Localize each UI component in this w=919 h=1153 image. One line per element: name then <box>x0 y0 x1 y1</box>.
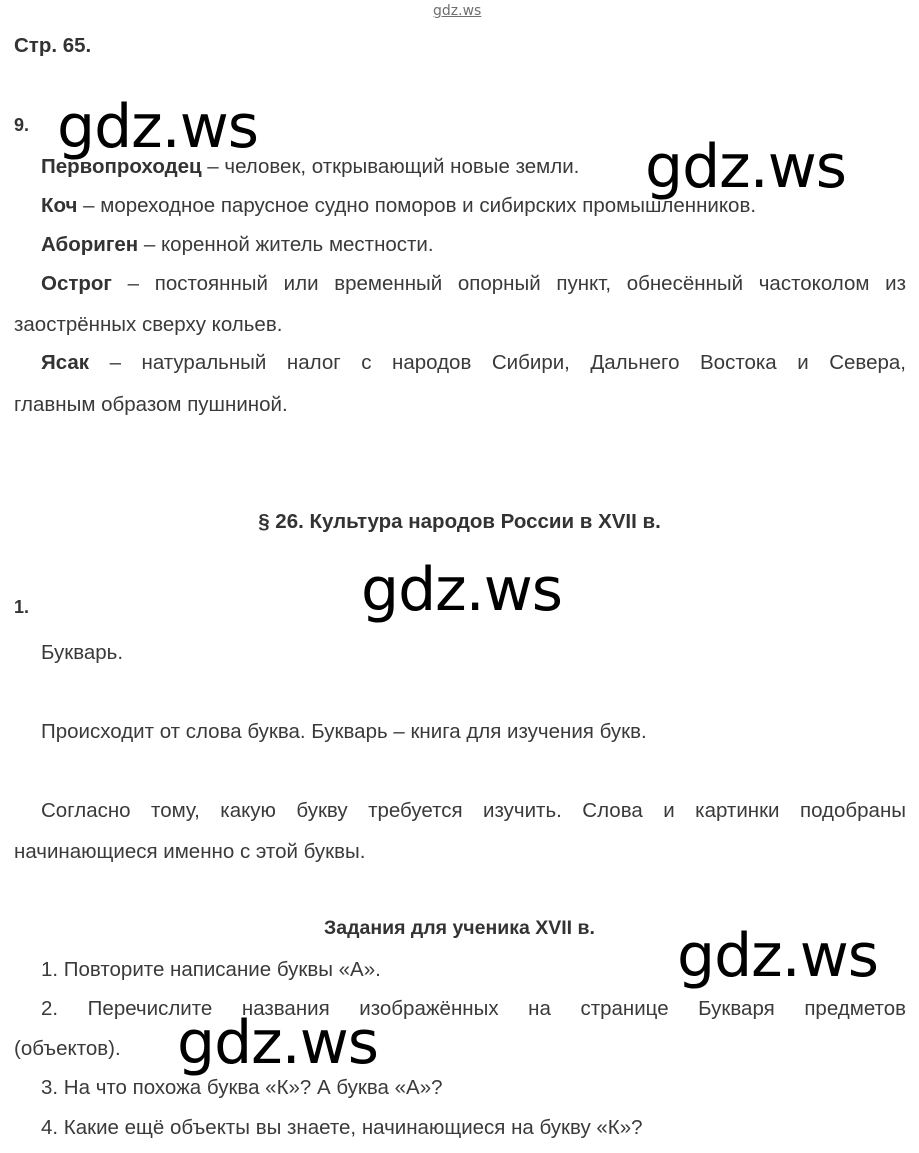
task-9-number: 9. <box>14 115 30 135</box>
term-ostrog-continuation: заострённых сверху кольев. <box>14 313 283 336</box>
term-yasak-continuation: главным образом пушниной. <box>14 393 288 416</box>
watermark-1: gdz.ws <box>57 92 259 162</box>
task-item-2-line2: (объектов). <box>14 1037 121 1060</box>
watermark-4: gdz.ws <box>677 921 879 991</box>
watermark-5: gdz.ws <box>177 1008 379 1078</box>
answer-selection-line1: Согласно тому, какую букву требуется изучить. Слова и картинки подобраны <box>41 799 906 822</box>
task-item-2-line1: 2. Перечислите названия изображённых на странице Букваря предметов <box>41 997 906 1020</box>
term-ostrog: Острог – постоянный или временный опорный пункт, обнесённый частоколом из <box>41 272 906 295</box>
watermark-2: gdz.ws <box>645 132 847 202</box>
answer-selection-line2: начинающиеся именно с этой буквы. <box>14 840 366 863</box>
page-reference: Стр. 65. <box>14 34 92 57</box>
answer-origin: Происходит от слова буква. Букварь – книга для изучения букв. <box>41 720 647 743</box>
task-item-1: 1. Повторите написание буквы «А». <box>41 958 381 981</box>
term-koch: Коч – мореходное парусное судно поморов и сибирских промышленников. <box>41 194 757 217</box>
term-pervoprokhodets: Первопроходец – человек, открывающий новые земли. <box>41 155 580 178</box>
task-item-3: 3. На что похожа буква «К»? А буква «А»? <box>41 1076 443 1099</box>
subheading-tasks: Задания для ученика XVII в. <box>324 917 595 939</box>
task-1-number: 1. <box>14 597 30 617</box>
watermark-top[interactable]: gdz.ws <box>433 3 482 19</box>
term-aborigen: Абориген – коренной житель местности. <box>41 233 434 256</box>
section-title: § 26. Культура народов России в XVII в. <box>258 510 661 533</box>
term-yasak: Ясак – натуральный налог с народов Сибири, Дальнего Востока и Севера, <box>41 351 906 374</box>
task-item-4: 4. Какие ещё объекты вы знаете, начинающиеся на букву «К»? <box>41 1116 643 1139</box>
answer-bukvar: Букварь. <box>41 641 124 664</box>
watermark-3: gdz.ws <box>361 555 563 625</box>
